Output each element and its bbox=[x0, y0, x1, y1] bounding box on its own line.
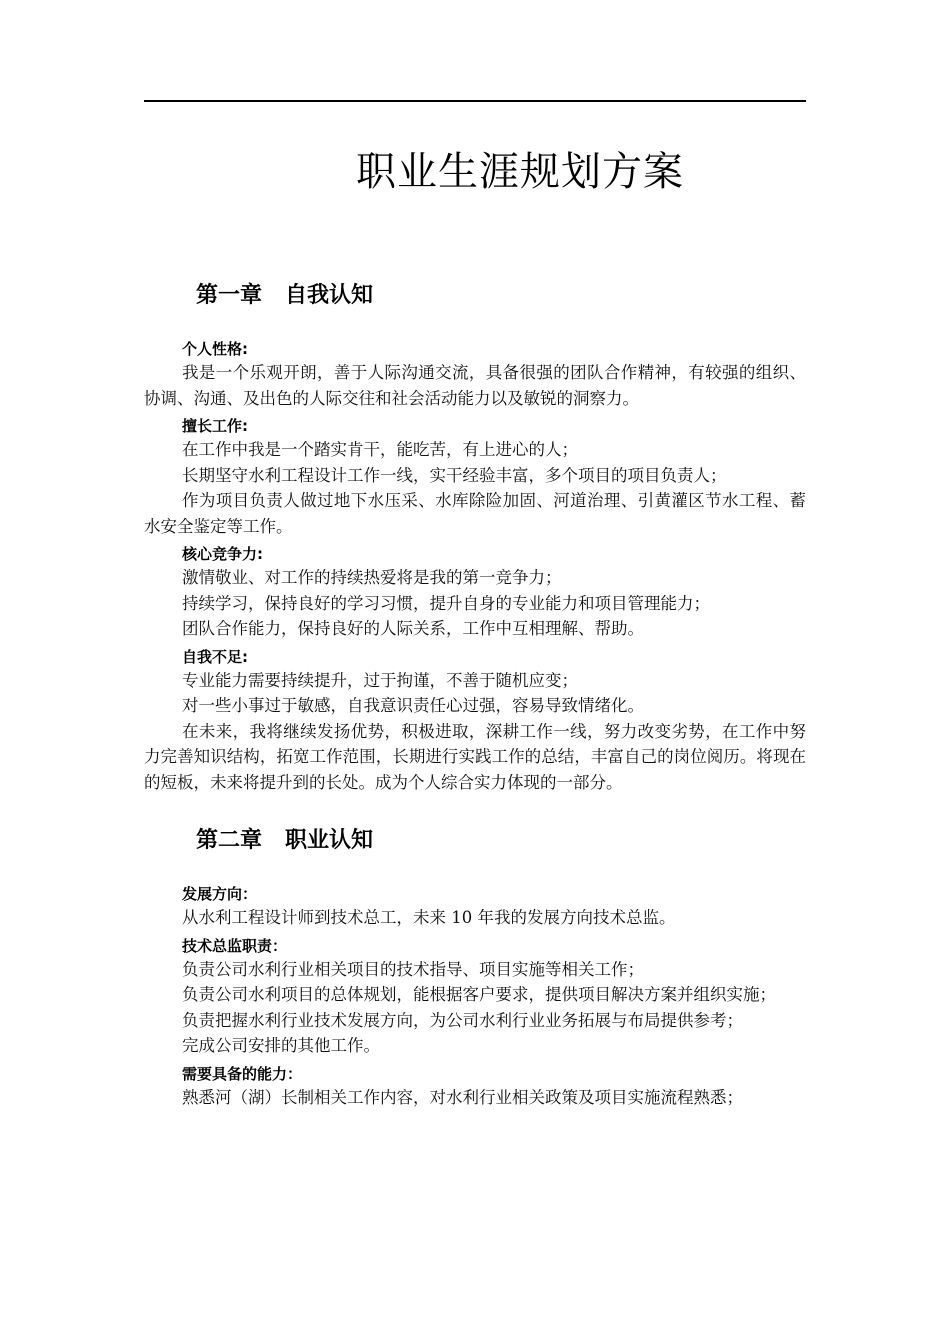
paragraph-weakness-2: 对一些小事过于敏感，自我意识责任心过强，容易导致情绪化。 bbox=[182, 696, 644, 715]
chapter-heading-1: 第一章 自我认知 bbox=[196, 283, 373, 308]
paragraph-weakness-1: 专业能力需要持续提升，过于拘谨，不善于随机应变； bbox=[182, 670, 578, 690]
header-rule bbox=[144, 100, 806, 102]
section-label-abilities: 需要具备的能力： bbox=[182, 1064, 303, 1083]
chapter-heading-2: 第二章 职业认知 bbox=[196, 828, 373, 853]
paragraph-duties-3: 负责把握水利行业技术发展方向，为公司水利行业业务拓展与布局提供参考； bbox=[182, 1010, 743, 1030]
section-label-direction: 发展方向： bbox=[182, 885, 258, 903]
paragraph-expertise-3: 作为项目负责人做过地下水压采、水库除险加固、河道治理、引黄灌区节水工程、蓄水安全鉴定等工作。 bbox=[144, 491, 806, 536]
paragraph-weakness-3: 在未来，我将继续发扬优势，积极进取，深耕工作一线，努力改变劣势，在工作中努力完善知识结构，拓宽工作范围，长期进行实践工作的总结，丰富自己的岗位阅历。将现在的短板，未来将提升到的长处。成为个人综合实力体现的一部分。 bbox=[144, 721, 806, 792]
section-label-duties: 技术总监职责： bbox=[182, 936, 288, 955]
paragraph-personality: 我是一个乐观开朗，善于人际沟通交流，具备很强的团队合作精神，有较强的组织、协调、沟通、及出色的人际交往和社会活动能力以及敏锐的洞察力。 bbox=[144, 363, 806, 408]
paragraph-competitiveness-2: 持续学习，保持良好的学习习惯，提升自身的专业能力和项目管理能力； bbox=[182, 593, 710, 613]
document-title: 职业生涯规划方案 bbox=[356, 149, 684, 195]
paragraph-competitiveness-3: 团队合作能力，保持良好的人际关系，工作中互相理解、帮助。 bbox=[182, 619, 644, 638]
paragraph-abilities-1: 熟悉河（湖）长制相关工作内容，对水利行业相关政策及项目实施流程熟悉； bbox=[182, 1087, 743, 1107]
section-label-personality: 个人性格: bbox=[182, 340, 248, 358]
section-label-expertise: 擅长工作: bbox=[182, 417, 248, 435]
paragraph-duties-2: 负责公司水利项目的总体规划，能根据客户要求，提供项目解决方案并组织实施； bbox=[182, 985, 776, 1004]
document-body bbox=[144, 280, 806, 1110]
paragraph-direction: 从水利工程设计师到技术总工，未来 10 年我的发展方向技术总监。 bbox=[182, 908, 676, 927]
paragraph-competitiveness-1: 激情敬业、对工作的持续热爱将是我的第一竞争力； bbox=[182, 568, 562, 587]
paragraph-expertise-2: 长期坚守水利工程设计工作一线，实干经验丰富，多个项目的项目负责人； bbox=[182, 465, 727, 485]
section-label-weakness: 自我不足: bbox=[182, 647, 248, 666]
paragraph-duties-1: 负责公司水利行业相关项目的技术指导、项目实施等相关工作； bbox=[182, 959, 644, 979]
paragraph-expertise-1: 在工作中我是一个踏实肯干，能吃苦，有上进心的人； bbox=[182, 440, 578, 459]
paragraph-duties-4: 完成公司安排的其他工作。 bbox=[182, 1036, 380, 1055]
section-label-competitiveness: 核心竞争力: bbox=[182, 545, 263, 563]
